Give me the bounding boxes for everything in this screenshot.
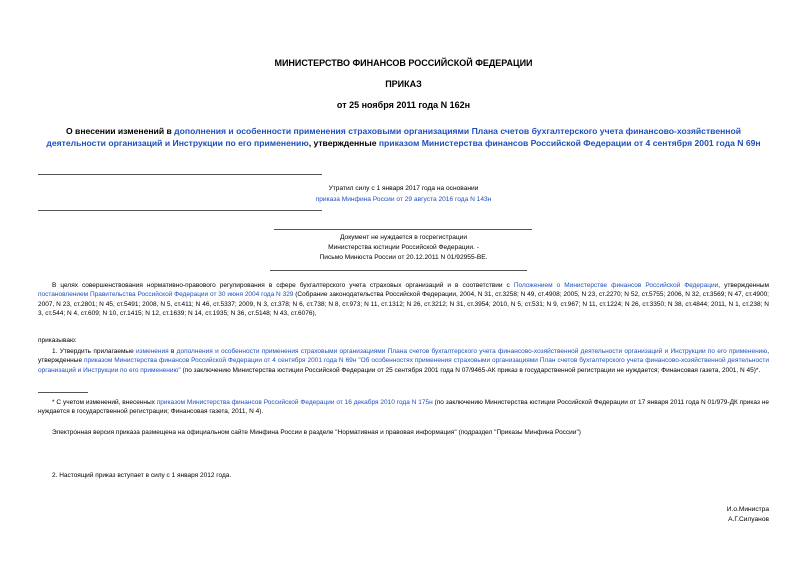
preamble-text-a: В целях совершенствования нормативно-правового регулирования в сфере бухгалтерского учета страховых организаций и в соответствии с [52,282,514,289]
link-government-resolution-329[interactable]: постановлением Правительства Российской Федерации от 30 июня 2004 года N 329 [38,291,294,299]
status-line: Утратил силу с 1 января 2017 года на основании [328,185,479,192]
link-regulation-ministry[interactable]: Положением о Министерстве финансов Российской Федерации [513,282,719,289]
item-1-text-b: в [168,348,177,355]
title-link-amendments[interactable]: дополнения и особенности применения страховыми организациями Плана счетов бухгалтерского учета финансово-хозяйственной деятельности организаций и Инструкции по его применению [46,126,742,148]
preamble-paragraph [38,281,769,319]
link-order-69n-full[interactable]: приказом Министерства финансов Российской Федерации от 4 сентября 2001 года N 69н "Об особенностях применения страховыми организациями План счетов бухгалтерского учета финансово-хозяйственной деятельности организаций и Инструкции по его применению" [38,357,769,374]
preamble-text-b: , утвержденным [718,282,770,289]
document-title [38,126,769,149]
status-link[interactable]: приказа Минфина России от 29 августа 2016 года N 143н [315,196,492,203]
footnote-paragraph [38,398,769,417]
link-changes[interactable]: изменения [136,348,169,355]
electronic-version-note: Электронная версия приказа размещена на официальном сайте Минфина России в разделе "Нормативная и правовая информация" (подраздел "Приказы Минфина России") [52,429,581,436]
title-text-1: О внесении изменений в [65,126,175,136]
signature-name: А.Г.Силуанов [728,516,769,523]
item-2-paragraph: 2. Настоящий приказ вступает в силу с 1 января 2012 года. [52,472,232,479]
footnote-text-b: (по заключению Министерства юстиции Российской Федерации от 17 января 2011 года N 01/979-ДК приказ не нуждается в государственной регистрации; Финансовая газета, 2011, N 4). [38,399,769,416]
registration-line-3: Письмо Минюста России от 20.12.2011 N 01/92955-ВЕ. [319,254,488,261]
doc-type-heading: ПРИКАЗ [385,79,422,89]
divider [274,229,532,230]
ministry-heading: МИНИСТЕРСТВО ФИНАНСОВ РОССИЙСКОЙ ФЕДЕРАЦИИ [274,58,533,68]
preamble-text-c: (Собрание законодательства Российской Федерации, 2004, N 31, ст.3258; N 49, ст.4908; 2005, N 23, ст.2270; N 52, ст.5755; 2006, N 32, ст.3569; N 47, ст.4900; 2007, N 23, ст.2801; N 45, ст.5491; 2008, N 5, ст.411; N 46, ст.5337; 2009, N 3, ст.378; N 6, ст.738; N 8, ст.973; N 11, ст.1312; N 26, ст.3212; N 31, ст.3954; 2010, N 5, ст.531; N 9, ст.967; N 11, ст.1224; N 26, ст.3350; N 38, ст.4844; 2011, N 1, ст.238; N 3, ст.544; N 4, ст.609; N 10, ст.1415; N 12, ст.1639; N 14, ст.1935; N 36, ст.5148; N 43, ст.6076), [38,291,769,318]
footnote-divider [38,392,88,393]
link-amendments-plan[interactable]: дополнения и особенности применения страховыми организациями Плана счетов бухгалтерского учета финансово-хозяйственной деятельности организаций и Инструкции по его применению [176,348,768,355]
title-link-order-69n[interactable]: приказом Министерства финансов Российской Федерации от 4 сентября 2001 года N 69н [378,137,761,148]
registration-line-2: Министерства юстиции Российской Федерации. - [328,244,479,251]
item-1-text-a: 1. Утвердить прилагаемые [52,348,136,355]
date-number-heading: от 25 ноября 2011 года N 162н [336,100,471,110]
registration-line-1: Документ не нуждается в госрегистрации [339,234,468,241]
item-1-text-c: , утвержденные [38,348,769,365]
divider [38,210,322,211]
item-1-paragraph [38,347,769,375]
link-order-175n[interactable]: приказом Министерства финансов Российской Федерации от 16 декабря 2010 года N 175н [156,399,433,406]
item-1-text-d: (по заключению Министерства юстиции Российской Федерации от 25 сентября 2001 года N 07/9465-АК приказ в государственной регистрации не нуждается; Финансовая газета, 2001, N 45)*. [180,366,761,374]
divider [270,270,527,271]
footnote-text-a: * С учетом изменений, внесенных [52,399,157,406]
title-text-2: , утвержденные [308,137,379,148]
divider [38,174,322,175]
signature-position: И.о.Министра [726,506,769,513]
order-word: приказываю: [38,337,77,344]
